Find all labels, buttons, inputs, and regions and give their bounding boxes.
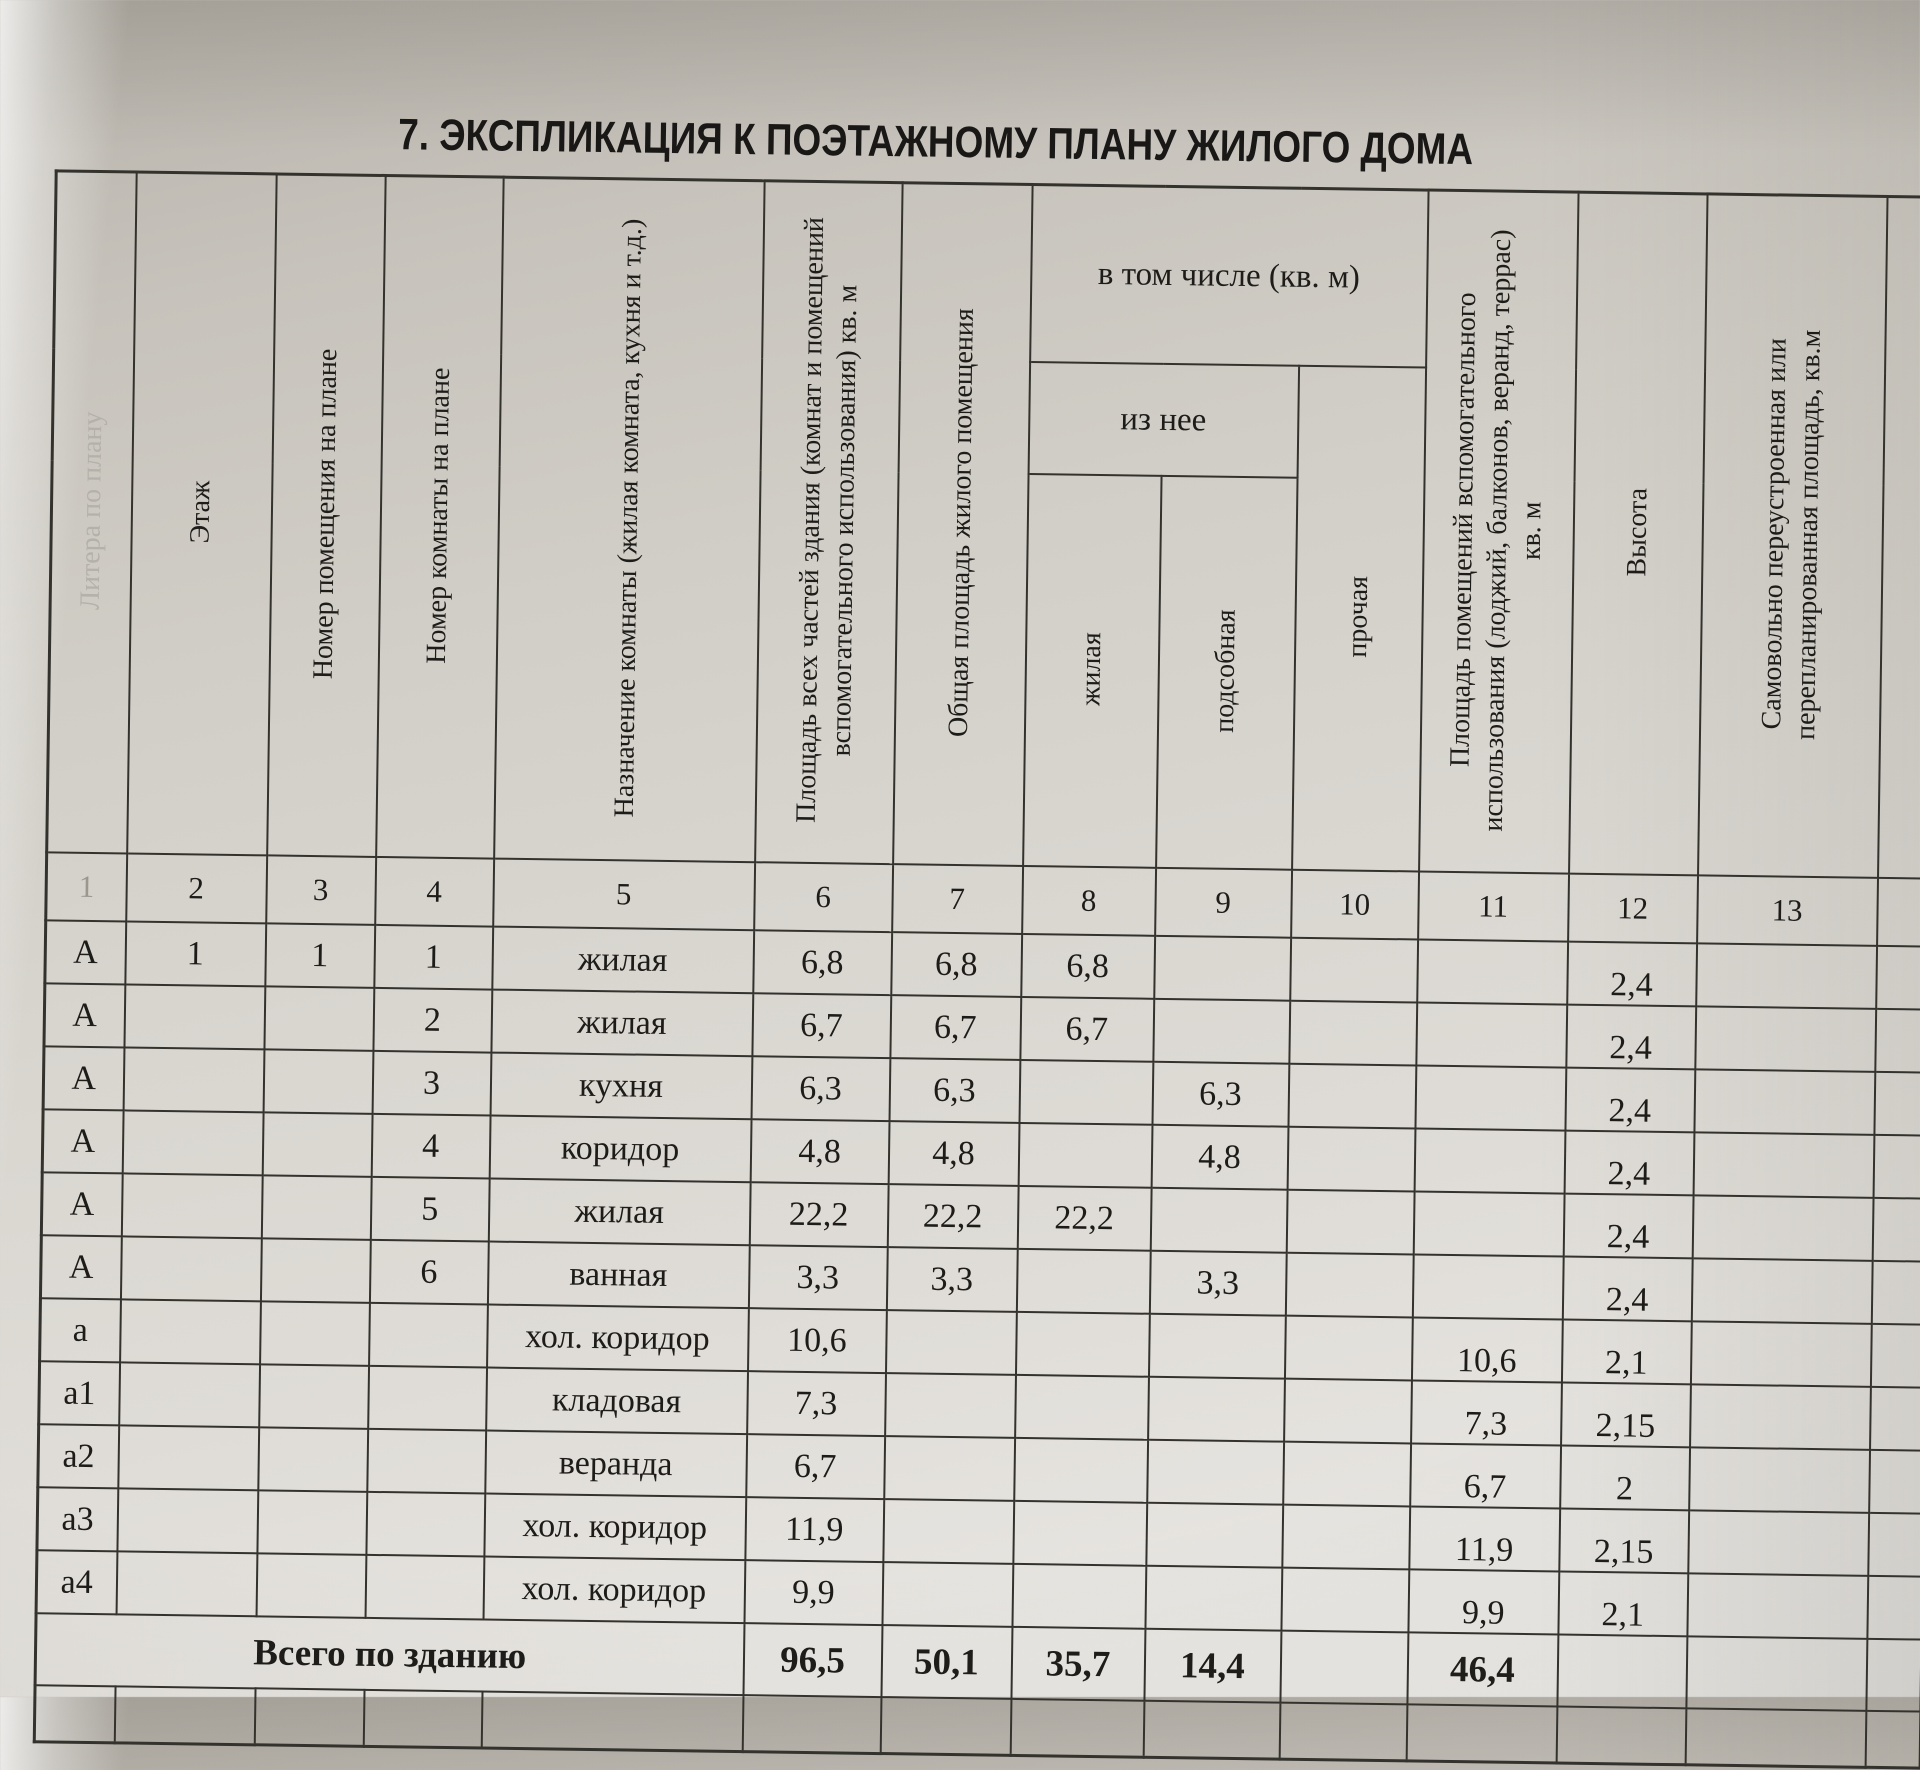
header-purpose bbox=[494, 177, 764, 862]
cell-room_no bbox=[261, 1175, 371, 1240]
cell-c13 bbox=[1694, 1069, 1875, 1135]
header-part-number-label: Номер комнаты на плане bbox=[418, 207, 461, 822]
header-total-area bbox=[755, 181, 903, 864]
cell-room_no bbox=[260, 1301, 370, 1366]
cell-litera: а2 bbox=[38, 1424, 119, 1488]
cell-c9 bbox=[1146, 1503, 1283, 1568]
column-number: 11 bbox=[1418, 871, 1569, 941]
cell-room_no bbox=[258, 1427, 368, 1492]
cell-part_no: 2 bbox=[373, 988, 492, 1053]
header-utility-label: подсобная bbox=[1207, 500, 1246, 840]
header-living bbox=[1023, 474, 1161, 868]
cell-c14 bbox=[1876, 946, 1920, 1010]
cell-c13 bbox=[1690, 1321, 1871, 1387]
header-floor bbox=[127, 172, 277, 855]
cell-room_no bbox=[262, 1112, 372, 1177]
cell-purpose: коридор bbox=[489, 1116, 751, 1183]
cell-c9 bbox=[1153, 999, 1290, 1064]
cell-c13 bbox=[1693, 1132, 1874, 1198]
cell-c14 bbox=[1868, 1513, 1920, 1577]
header-living-label: жилая bbox=[1072, 498, 1111, 838]
cell-c8: 6,8 bbox=[1021, 934, 1155, 999]
cell-c14 bbox=[1872, 1198, 1920, 1262]
cell-purpose: веранда bbox=[485, 1431, 747, 1498]
cell-c8: 22,2 bbox=[1017, 1186, 1151, 1251]
total-c14 bbox=[1866, 1639, 1920, 1712]
column-number: 10 bbox=[1291, 870, 1419, 940]
cell-part_no bbox=[365, 1555, 484, 1620]
header-litera-label: Литера по плану bbox=[70, 202, 113, 817]
total-c9: 14,4 bbox=[1144, 1629, 1281, 1703]
cell-c10 bbox=[1281, 1568, 1409, 1633]
cell-c7 bbox=[885, 1373, 1016, 1438]
cell-c11: 10,6 bbox=[1411, 1317, 1562, 1382]
cell-c9 bbox=[1145, 1566, 1282, 1631]
cell-room_no bbox=[257, 1490, 367, 1555]
cell-c8 bbox=[1014, 1438, 1148, 1503]
cell-c13 bbox=[1690, 1384, 1871, 1450]
cell-c10 bbox=[1288, 1064, 1416, 1129]
cell-litera: А bbox=[42, 1109, 123, 1173]
cell-c9 bbox=[1154, 936, 1291, 1001]
cell-floor: 1 bbox=[125, 921, 266, 986]
cell-c6: 6,8 bbox=[753, 930, 892, 995]
cell-part_no bbox=[368, 1366, 487, 1431]
total-label: Всего по зданию bbox=[35, 1613, 744, 1695]
cell-c8 bbox=[1016, 1249, 1150, 1314]
cell-c10 bbox=[1287, 1127, 1415, 1192]
cell-c6: 6,3 bbox=[751, 1056, 890, 1121]
header-group-including: в том числе (кв. м) bbox=[1030, 185, 1428, 368]
cell-c8 bbox=[1015, 1312, 1149, 1377]
header-living-space-area bbox=[893, 183, 1033, 866]
cell-litera: а3 bbox=[37, 1487, 118, 1551]
cell-c12: 2,4 bbox=[1565, 1068, 1695, 1133]
cell-empty bbox=[880, 1697, 1011, 1755]
header-unauthorized-area bbox=[1698, 194, 1887, 878]
cell-c11: 11,9 bbox=[1409, 1506, 1560, 1571]
cell-room_no bbox=[263, 1049, 373, 1114]
cell-part_no: 1 bbox=[374, 925, 493, 990]
header-room-number-label: Номер помещения на плане bbox=[305, 205, 348, 820]
cell-c9 bbox=[1147, 1440, 1284, 1505]
cell-litera: А bbox=[41, 1172, 122, 1236]
cell-c13 bbox=[1687, 1573, 1868, 1639]
table-body bbox=[36, 920, 1920, 1639]
cell-empty bbox=[1010, 1699, 1144, 1757]
cell-c13 bbox=[1692, 1195, 1873, 1261]
cell-part_no: 6 bbox=[369, 1240, 488, 1305]
cell-c11: 9,9 bbox=[1408, 1569, 1559, 1634]
cell-c13 bbox=[1689, 1447, 1870, 1513]
cell-c7 bbox=[883, 1499, 1014, 1564]
cell-empty bbox=[1865, 1711, 1920, 1768]
cell-floor bbox=[122, 1110, 263, 1175]
cell-litera: А bbox=[45, 920, 126, 984]
cell-litera: а bbox=[40, 1298, 121, 1362]
cell-c11 bbox=[1414, 1128, 1565, 1193]
cell-room_no bbox=[264, 986, 374, 1051]
cell-c13 bbox=[1691, 1258, 1872, 1324]
cell-c14 bbox=[1867, 1576, 1920, 1640]
cell-empty bbox=[1556, 1706, 1686, 1764]
cell-c7 bbox=[882, 1562, 1013, 1627]
cell-c10 bbox=[1290, 938, 1418, 1003]
header-unauthorized-area-label: Самовольно переустроенная или перепланированная площадь, кв.м bbox=[1754, 226, 1831, 842]
cell-purpose: жилая bbox=[492, 927, 754, 994]
cell-c13 bbox=[1696, 943, 1877, 1009]
column-number-cutoff bbox=[1877, 878, 1920, 947]
cell-c7: 22,2 bbox=[887, 1184, 1018, 1249]
cell-c7 bbox=[885, 1310, 1016, 1375]
column-number: 9 bbox=[1155, 868, 1292, 938]
cell-part_no bbox=[369, 1303, 488, 1368]
cell-c12: 2,4 bbox=[1566, 1005, 1696, 1070]
header-purpose-label: Назначение комнаты (жилая комната, кухня и т.д.) bbox=[608, 210, 651, 825]
cell-litera: а4 bbox=[36, 1550, 117, 1614]
cell-c11 bbox=[1412, 1254, 1563, 1319]
header-living-space-area-label: Общая площадь жилого помещения bbox=[941, 214, 984, 829]
cell-c12: 2,4 bbox=[1562, 1257, 1692, 1322]
cell-purpose: кухня bbox=[490, 1053, 752, 1120]
cell-c10 bbox=[1285, 1253, 1413, 1318]
column-number: 4 bbox=[375, 857, 494, 927]
cell-floor bbox=[116, 1551, 257, 1616]
header-utility bbox=[1156, 476, 1297, 870]
cell-c11: 6,7 bbox=[1410, 1443, 1561, 1508]
cell-floor bbox=[118, 1425, 259, 1490]
cell-c8 bbox=[1012, 1564, 1146, 1629]
column-number: 8 bbox=[1022, 866, 1156, 936]
column-number: 2 bbox=[126, 853, 267, 923]
column-number: 13 bbox=[1697, 875, 1878, 946]
cell-floor bbox=[119, 1362, 260, 1427]
cell-c14 bbox=[1870, 1387, 1920, 1451]
header-other-label: прочая bbox=[1338, 391, 1378, 841]
cell-c9: 6,3 bbox=[1152, 1062, 1289, 1127]
cell-c6: 11,9 bbox=[745, 1497, 884, 1562]
cell-empty bbox=[1685, 1708, 1866, 1767]
cell-c6: 4,8 bbox=[750, 1119, 889, 1184]
cell-floor bbox=[123, 1047, 264, 1112]
cell-c10 bbox=[1284, 1379, 1412, 1444]
cell-purpose: хол. коридор bbox=[484, 1494, 746, 1561]
cell-c12: 2 bbox=[1560, 1446, 1690, 1511]
header-auxiliary-area bbox=[1419, 190, 1579, 874]
page-title: 7. ЭКСПЛИКАЦИЯ К ПОЭТАЖНОМУ ПЛАНУ ЖИЛОГО ДОМА bbox=[398, 110, 1474, 175]
header-room-number bbox=[267, 174, 386, 857]
cell-c11 bbox=[1416, 1002, 1567, 1067]
cell-c13 bbox=[1695, 1006, 1876, 1072]
cell-c6: 10,6 bbox=[748, 1308, 887, 1373]
header-part-number bbox=[376, 175, 504, 858]
cell-floor bbox=[120, 1299, 261, 1364]
cell-part_no: 4 bbox=[371, 1114, 490, 1179]
cell-room_no bbox=[256, 1553, 366, 1618]
cell-c14 bbox=[1871, 1261, 1920, 1325]
total-c13 bbox=[1686, 1636, 1867, 1711]
cell-c10 bbox=[1289, 1001, 1417, 1066]
header-other bbox=[1292, 366, 1426, 872]
cell-c7: 6,8 bbox=[891, 932, 1022, 997]
cell-part_no bbox=[367, 1429, 486, 1494]
cell-purpose: ванная bbox=[487, 1242, 749, 1309]
header-height bbox=[1569, 192, 1708, 875]
cell-purpose: кладовая bbox=[486, 1368, 748, 1435]
cell-floor bbox=[121, 1173, 262, 1238]
column-number: 5 bbox=[493, 859, 755, 931]
column-number: 1 bbox=[46, 852, 127, 921]
cell-c8 bbox=[1015, 1375, 1149, 1440]
cell-c14 bbox=[1870, 1324, 1920, 1388]
cell-purpose: жилая bbox=[488, 1179, 750, 1246]
cell-c8 bbox=[1018, 1123, 1152, 1188]
cell-purpose: жилая bbox=[491, 990, 753, 1057]
column-number: 6 bbox=[754, 862, 893, 932]
header-row-1 bbox=[54, 171, 1920, 375]
column-number: 12 bbox=[1568, 874, 1698, 944]
cell-litera: А bbox=[44, 983, 125, 1047]
cell-empty bbox=[1406, 1704, 1557, 1763]
header-total-area-label: Площадь всех частей здания (комнат и помещений вспомогательного использования) кв. м bbox=[790, 212, 867, 828]
cell-c10 bbox=[1282, 1505, 1410, 1570]
cell-c12: 2,4 bbox=[1564, 1131, 1694, 1196]
header-auxiliary-area-label: Площадь помещений вспомогательного использования (лоджий, балконов, веранд, террас) кв. м bbox=[1443, 221, 1554, 837]
cell-c9: 4,8 bbox=[1151, 1125, 1288, 1190]
cell-floor bbox=[120, 1236, 261, 1301]
cell-c9: 3,3 bbox=[1149, 1251, 1286, 1316]
cell-c8: 6,7 bbox=[1020, 997, 1154, 1062]
cell-litera: А bbox=[43, 1046, 124, 1110]
cell-c11 bbox=[1417, 939, 1568, 1004]
cell-c14 bbox=[1873, 1135, 1920, 1199]
cell-c9 bbox=[1148, 1314, 1285, 1379]
cell-c12: 2,4 bbox=[1563, 1194, 1693, 1259]
cell-empty bbox=[481, 1691, 743, 1751]
cell-empty bbox=[1143, 1701, 1280, 1759]
cell-c12: 2,15 bbox=[1561, 1383, 1691, 1448]
cell-floor bbox=[124, 984, 265, 1049]
cell-c7: 6,7 bbox=[890, 995, 1021, 1060]
cell-c14 bbox=[1875, 1009, 1920, 1073]
cell-part_no: 3 bbox=[372, 1051, 491, 1116]
cell-c8 bbox=[1019, 1060, 1153, 1125]
cell-empty bbox=[363, 1690, 482, 1748]
cell-c7 bbox=[884, 1436, 1015, 1501]
cell-c10 bbox=[1283, 1442, 1411, 1507]
cell-c14 bbox=[1874, 1072, 1920, 1136]
cell-c6: 3,3 bbox=[748, 1245, 887, 1310]
total-c12 bbox=[1557, 1635, 1687, 1709]
total-c11: 46,4 bbox=[1407, 1632, 1558, 1706]
table-footer bbox=[34, 1613, 1920, 1768]
cell-empty bbox=[114, 1686, 255, 1744]
cell-part_no bbox=[366, 1492, 485, 1557]
cell-room_no bbox=[260, 1238, 370, 1303]
header-group-of-it: из нее bbox=[1028, 362, 1299, 478]
column-number: 3 bbox=[266, 855, 376, 925]
cell-c6: 7,3 bbox=[747, 1371, 886, 1436]
column-number: 7 bbox=[892, 864, 1023, 934]
cell-c12: 2,1 bbox=[1558, 1572, 1688, 1637]
cell-room_no: 1 bbox=[265, 923, 375, 988]
cell-empty bbox=[254, 1688, 364, 1746]
cell-c9 bbox=[1148, 1377, 1285, 1442]
cell-empty bbox=[34, 1685, 115, 1743]
cell-empty bbox=[1279, 1703, 1407, 1761]
cell-c9 bbox=[1150, 1188, 1287, 1253]
cell-c14 bbox=[1869, 1450, 1920, 1514]
cell-part_no: 5 bbox=[370, 1177, 489, 1242]
cell-c7: 3,3 bbox=[886, 1247, 1017, 1312]
cell-c6: 6,7 bbox=[746, 1434, 885, 1499]
cell-c7: 4,8 bbox=[888, 1121, 1019, 1186]
cell-c8 bbox=[1013, 1501, 1147, 1566]
cell-purpose: хол. коридор bbox=[483, 1556, 745, 1623]
cell-c6: 6,7 bbox=[752, 993, 891, 1058]
explication-table bbox=[33, 169, 1920, 1769]
cell-litera: А bbox=[40, 1235, 121, 1299]
cell-c11 bbox=[1413, 1191, 1564, 1256]
cell-c12: 2,15 bbox=[1559, 1509, 1689, 1574]
header-floor-label: Этаж bbox=[180, 204, 223, 819]
header-height-label: Высота bbox=[1616, 224, 1659, 839]
cell-purpose: хол. коридор bbox=[487, 1305, 749, 1372]
cell-litera: а1 bbox=[39, 1361, 120, 1425]
cell-c11: 7,3 bbox=[1411, 1380, 1562, 1445]
cell-c10 bbox=[1286, 1190, 1414, 1255]
cell-c12: 2,1 bbox=[1561, 1320, 1691, 1385]
cell-floor bbox=[117, 1488, 258, 1553]
cell-c10 bbox=[1284, 1316, 1412, 1381]
cell-c11 bbox=[1415, 1065, 1566, 1130]
total-c7: 50,1 bbox=[881, 1625, 1012, 1699]
cell-c13 bbox=[1688, 1510, 1869, 1576]
cell-c6: 9,9 bbox=[744, 1560, 883, 1625]
total-c6: 96,5 bbox=[743, 1623, 882, 1697]
cell-room_no bbox=[259, 1364, 369, 1429]
cell-c7: 6,3 bbox=[889, 1058, 1020, 1123]
total-c8: 35,7 bbox=[1011, 1627, 1145, 1701]
header-litera bbox=[47, 171, 137, 854]
total-c10 bbox=[1280, 1631, 1408, 1705]
cell-empty bbox=[742, 1695, 881, 1753]
cell-c6: 22,2 bbox=[749, 1182, 888, 1247]
cell-c12: 2,4 bbox=[1567, 942, 1697, 1007]
